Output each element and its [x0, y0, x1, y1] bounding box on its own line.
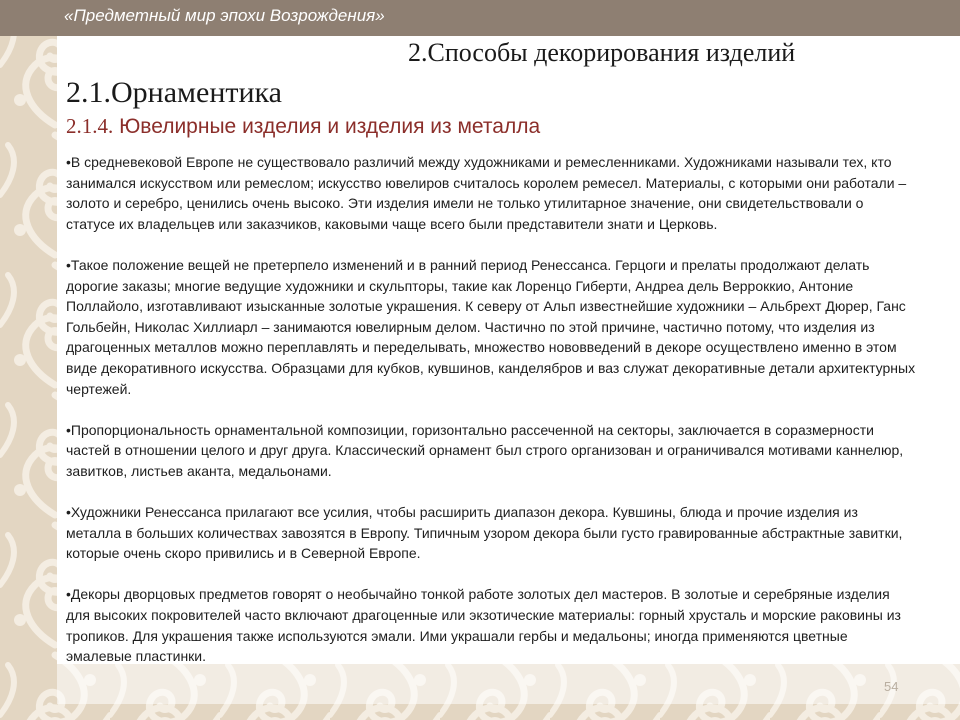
paragraph-2: •Такое положение вещей не претерпело изменений и в ранний период Ренессанса. Герцоги и прелаты продолжают делать дорогие заказы; многие ведущие художники и скульпторы, такие как Лоренцо Гиберти, Андреа дель Верроккио, Антоние Поллайоло, изготавливают изысканные золотые украшения. К северу от Альп известнейшие художники – Альбрехт Дюрер, Ганс Гольбейн, Николас Хиллиарл – занимаются ювелирным делом. Частично по этой причине, частично потому, что изделия из драгоценных металлов можно переплавлять и переделывать, множество нововведений в декоре осуществлено именно в этом виде декоративного искусства. Образцами для кубков, кувшинов, канделябров и ваз служат декоративные детали архитектурных чертежей.	[66, 256, 916, 397]
sub-heading: 2.1.Орнаментика	[66, 76, 282, 109]
presentation-subtitle: «Предметный мир эпохи Возрождения»	[64, 6, 385, 25]
subsub-heading	[66, 114, 540, 139]
paragraph-1: •В средневековой Европе не существовало различий между художниками и ремесленниками. Художниками называли тех, кто занимался искусством или ремеслом; искусство ювелиров считалось королем ремесел. Материалы, с которыми они работали – золото и серебро, ценились очень высоко. Эти изделия имели не только утилитарное значение, они свидетельствовали о статусе их владельцев или заказчиков, каковыми чаще всего были представители знати и Церковь.	[66, 154, 907, 232]
subsub-heading-text: Ювелирные изделия и изделия из металла	[113, 115, 541, 138]
paragraph-4: •Художники Ренессанса прилагают все усилия, чтобы расширить диапазон декора. Кувшины, блюда и прочие изделия из металла в больших количествах завозятся в Европу. Типичным узором декора были густо гравированные абстрактные завитки, которые очень скоро привились и в Северной Европе.	[66, 504, 903, 562]
subsub-heading-number: 2.1.4.	[66, 114, 114, 138]
paragraph-3: •Пропорциональность орнаментальной композиции, горизонтально рассеченной на секторы, заключается в соразмерности частей в отношении целого и друг друга. Классический орнамент был строго организован и ограничивался мотивами каннелюр, завитков, листьев аканта, медальонами.	[66, 421, 904, 479]
section-title: 2.Способы декорирования изделий	[408, 38, 796, 67]
paragraph-5: •Декоры дворцовых предметов говорят о необычайно тонкой работе золотых дел мастеров. В золотые и серебряные изделия для высоких покровителей часто включают драгоценные или экзотические материалы: горный хрусталь и морские раковины из тропиков. Для украшения также используются эмали. Ими украшали гербы и медальоны; иногда применяются цветные эмалевые пластинки.	[66, 586, 901, 665]
page-number: 54	[884, 679, 899, 694]
body-text	[66, 152, 916, 687]
